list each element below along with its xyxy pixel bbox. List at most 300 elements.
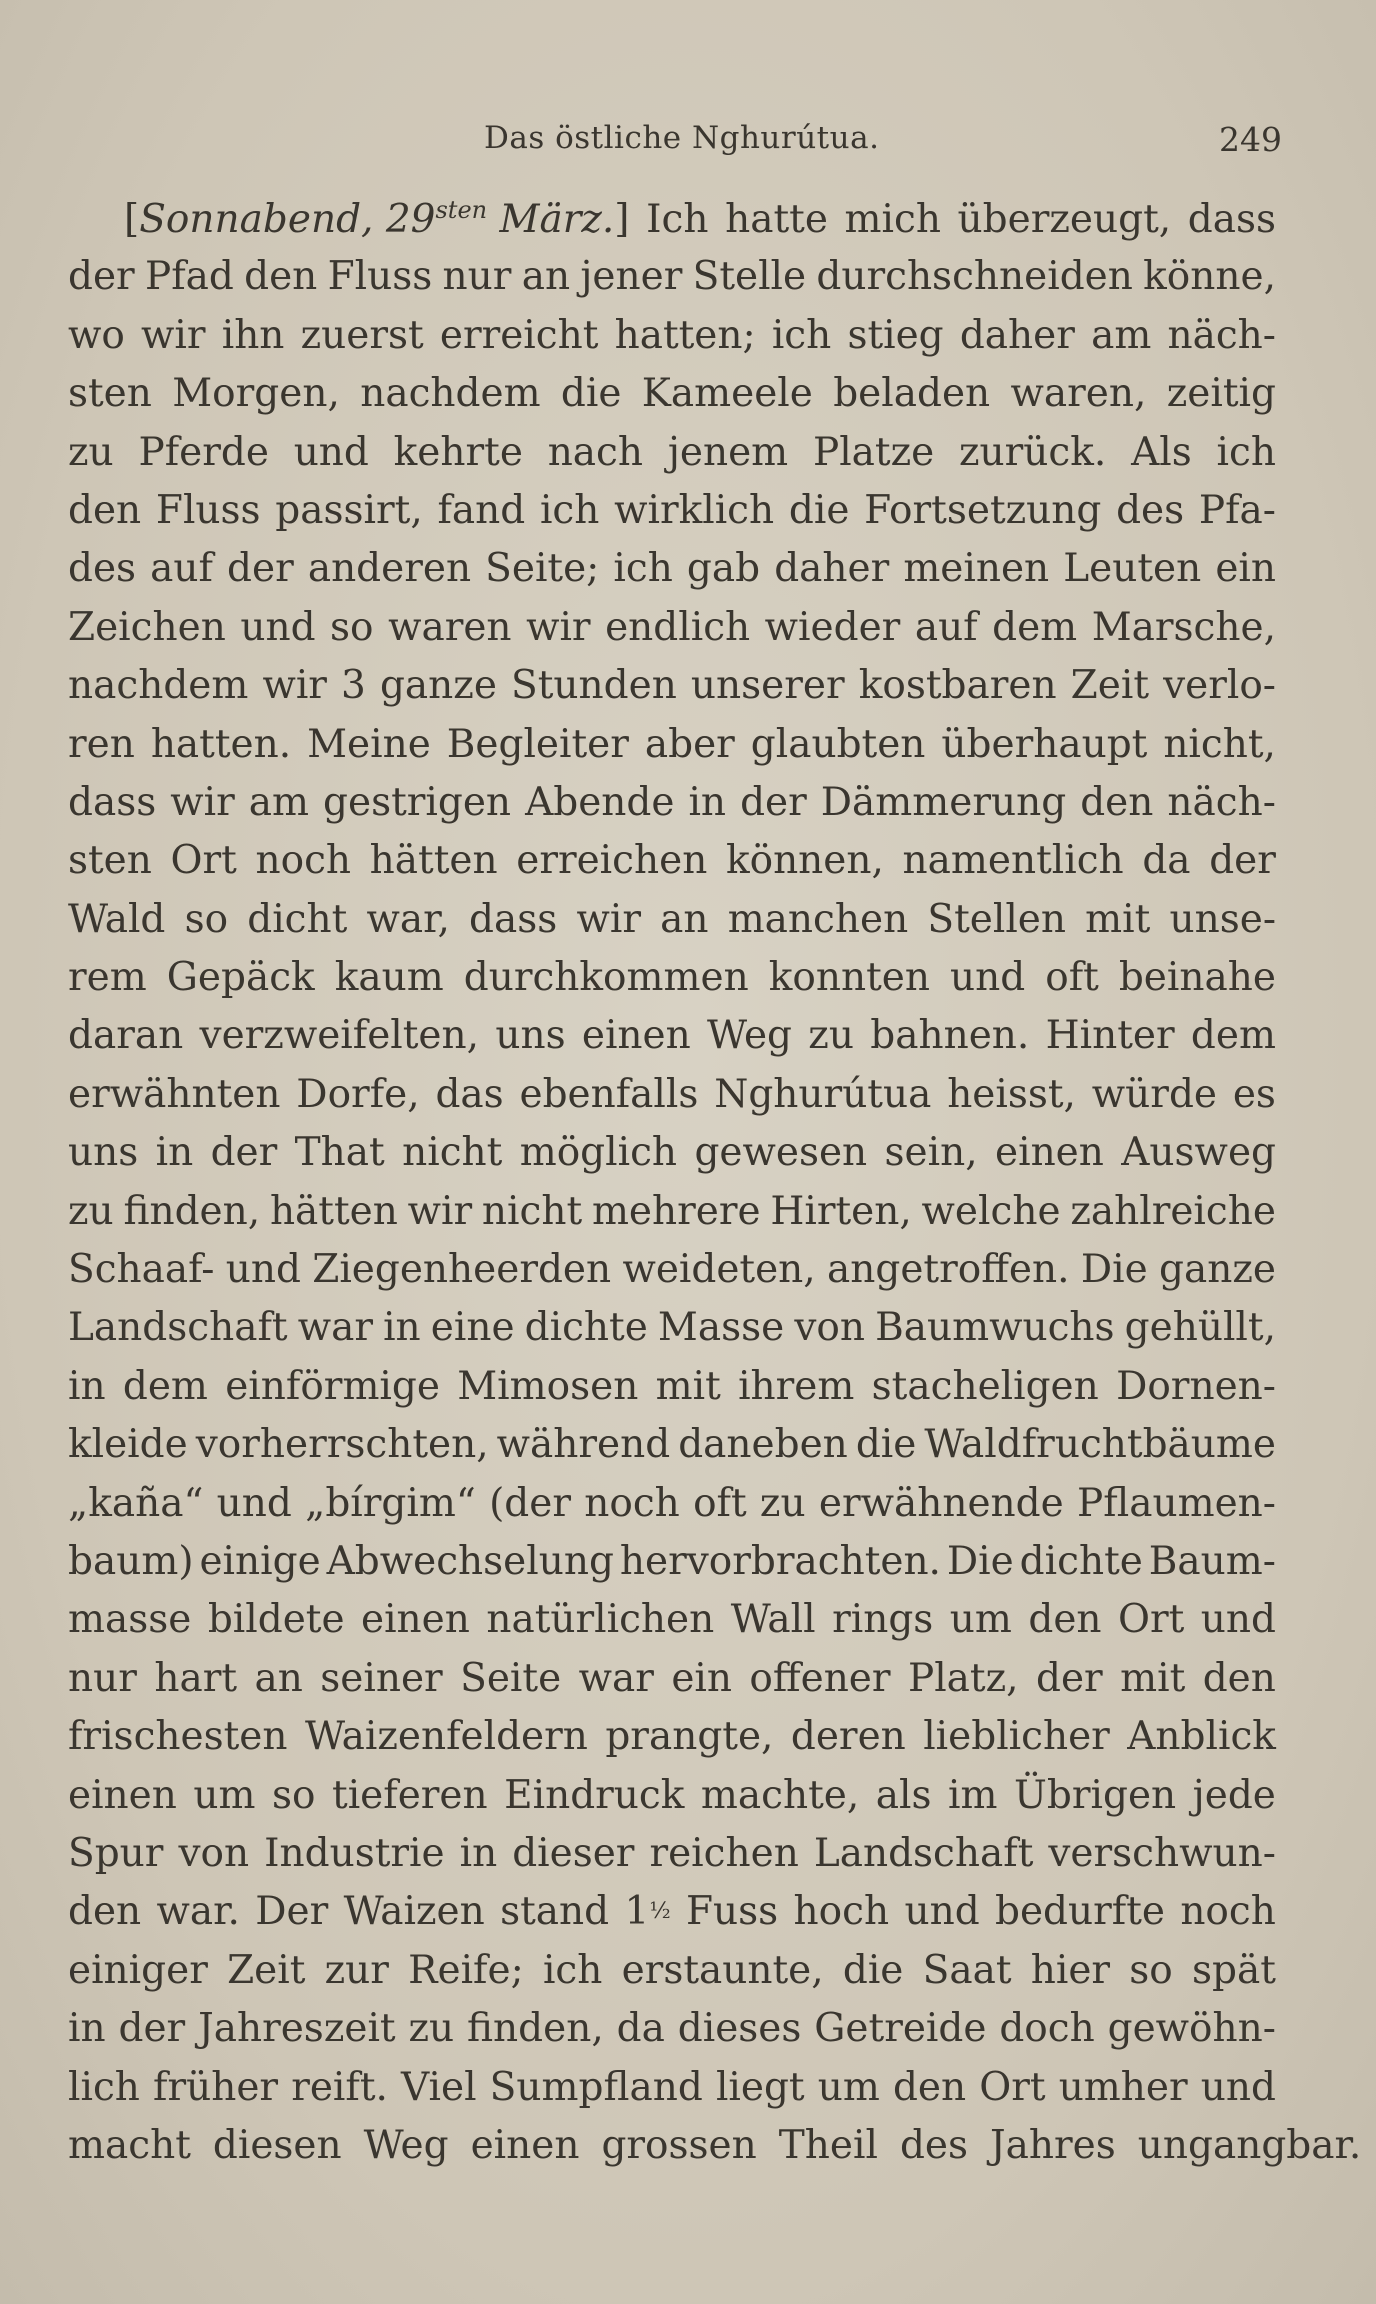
word: Landschaft [68, 1305, 288, 1351]
word: der [1036, 1655, 1103, 1701]
word: jede [1192, 1772, 1276, 1818]
word: uns [495, 1013, 566, 1059]
word: ren [68, 721, 135, 767]
word: umher [1058, 2064, 1188, 2110]
word: hervorbrachten. [619, 1538, 941, 1584]
word: unse- [1169, 896, 1276, 942]
word: jenem [667, 429, 789, 475]
word: tieferen [332, 1772, 488, 1818]
word: weideten, [622, 1247, 816, 1293]
word: hatten. [150, 721, 292, 767]
word: kostbaren [858, 663, 1057, 709]
word: Abende [525, 779, 675, 825]
word: hatten; [614, 312, 756, 358]
word: durchschneiden [816, 254, 1133, 300]
word: der [1209, 838, 1276, 884]
text-line [68, 254, 1276, 312]
word: in [68, 2006, 106, 2052]
text-line [68, 1422, 1276, 1480]
word: dichte [524, 1305, 648, 1351]
word: ich [771, 312, 832, 358]
text-line [68, 1773, 1276, 1831]
word: Gepäck [166, 955, 315, 1001]
word: Seite; [485, 546, 600, 592]
word: Wald [68, 896, 166, 942]
word: Fortsetzung [864, 487, 1102, 533]
word: spät [1192, 1947, 1276, 1993]
word: Seite [460, 1655, 562, 1701]
word: näch- [1167, 779, 1276, 825]
fraction: ½ [649, 1899, 671, 1925]
word: daran [68, 1013, 184, 1059]
page-header [0, 120, 1376, 170]
word: Kameele [641, 371, 813, 417]
word: Die [946, 1538, 1014, 1584]
word: Ziegenheerden [312, 1247, 612, 1293]
word: wir [262, 663, 327, 709]
word: mehrere [591, 1188, 761, 1234]
word: Leuten [1063, 546, 1202, 592]
word: und [949, 955, 1026, 1001]
word: zurück. [959, 429, 1107, 475]
word: Pflaumen- [1076, 1480, 1276, 1526]
word: bahnen. [870, 1013, 1030, 1059]
text-line [68, 780, 1276, 838]
word: welche [921, 1188, 1061, 1234]
word: Baum- [1148, 1538, 1276, 1584]
word: Dämmerung [820, 779, 1067, 825]
word: zeitig [1166, 371, 1276, 417]
word: Die [1080, 1247, 1148, 1293]
word: Fluss [155, 487, 261, 533]
word: deren [790, 1714, 906, 1760]
word: Hinter [1045, 1013, 1175, 1059]
word: an [521, 254, 571, 300]
word: und [1200, 1597, 1276, 1643]
body-text [68, 196, 1362, 2181]
word: wir [141, 312, 206, 358]
word: hatte [725, 197, 828, 242]
word: Weg [707, 1013, 792, 1059]
word: prangte, [605, 1714, 774, 1760]
word: einige [199, 1538, 321, 1584]
word: mit [655, 1363, 721, 1409]
word: am [248, 779, 310, 825]
word: der [68, 254, 135, 300]
word: in [459, 1830, 498, 1876]
word: wirklich [614, 487, 775, 533]
word: Ort [1118, 1597, 1185, 1643]
word: hier [1030, 1947, 1111, 1993]
word: kehrte [393, 429, 523, 475]
word: That [294, 1130, 385, 1176]
word: und [904, 1889, 980, 1935]
word: endlich [605, 604, 751, 650]
word: wir [407, 1188, 473, 1234]
word: Landschaft [813, 1830, 1034, 1876]
word: ich [542, 1947, 603, 1993]
word: Pferde [138, 429, 269, 475]
word: Viel [401, 2064, 477, 2110]
word: waren [388, 604, 512, 650]
word: hoch [793, 1889, 890, 1935]
word: reichen [649, 1830, 799, 1876]
word: dass [68, 779, 157, 825]
word: hart [154, 1655, 238, 1701]
word: würde [1091, 1071, 1217, 1117]
word: den [1202, 1655, 1276, 1701]
word: können, [725, 838, 884, 884]
word: erstaunte, [621, 1947, 824, 1993]
word: gewöhn- [1107, 2006, 1276, 2052]
text-line [68, 1364, 1276, 1422]
word: des [68, 546, 137, 592]
text-line [68, 1189, 1276, 1247]
word: eine [430, 1305, 515, 1351]
word: in [383, 1305, 421, 1351]
word: Wall [730, 1597, 816, 1643]
word: dichte [1019, 1538, 1143, 1584]
word: mit [1085, 896, 1151, 942]
word: einiger [68, 1947, 208, 1993]
word: Pfad [144, 254, 234, 300]
word: Anblick [1127, 1714, 1276, 1760]
word: dass [469, 896, 558, 942]
word: Reife; [408, 1947, 524, 1993]
word: Pfa- [1198, 487, 1276, 533]
word: nachdem [68, 663, 249, 709]
word: konnten [768, 955, 930, 1001]
word: in [68, 1363, 106, 1409]
word: anderen [307, 546, 472, 592]
word: auf [914, 604, 978, 650]
word: auf [150, 546, 213, 592]
word: 1½ [624, 1889, 671, 1935]
word: sten [68, 371, 152, 417]
word: einen [68, 1772, 177, 1818]
word: überzeugt, [957, 197, 1172, 242]
word: nicht [481, 1188, 583, 1234]
word: der [227, 546, 294, 592]
word: rem [68, 955, 147, 1001]
text-line [68, 663, 1276, 721]
word: ich [1216, 429, 1276, 475]
word: Fluss [327, 254, 433, 300]
word: war [578, 1655, 654, 1701]
text-line [68, 1831, 1276, 1889]
word: nicht [402, 1130, 503, 1176]
text-line [68, 488, 1276, 546]
word: Mimosen [457, 1363, 639, 1409]
word: stand [500, 1889, 610, 1935]
word: erwähnten [68, 1071, 281, 1117]
text-line [68, 1889, 1276, 1947]
word: zu [759, 1480, 806, 1526]
word: ein [671, 1655, 732, 1701]
word: dass [1187, 197, 1276, 242]
word: dicht [247, 896, 348, 942]
word: Morgen, [172, 371, 340, 417]
word: glaubten [750, 721, 926, 767]
word: gewesen [694, 1130, 868, 1176]
word: es [1232, 1071, 1276, 1117]
word: den [1028, 1597, 1102, 1643]
word: den [68, 1889, 142, 1935]
word: einen [361, 1597, 470, 1643]
text-line [68, 2065, 1276, 2123]
text-line [68, 1714, 1276, 1772]
word: stieg [847, 312, 944, 358]
word: zu [408, 2006, 455, 2052]
word: Spur [68, 1830, 164, 1876]
word: Als [1131, 429, 1192, 475]
word: Dorfe, [296, 1071, 420, 1117]
word: in [688, 779, 727, 825]
word: dem [122, 1363, 208, 1409]
word: und [293, 429, 369, 475]
word: zu [68, 429, 114, 475]
word: vorherrschten, [195, 1422, 489, 1468]
word: erreichen [516, 838, 708, 884]
word: 3 [341, 663, 366, 709]
word: wir [526, 604, 591, 650]
text-line [68, 1597, 1276, 1655]
word: unserer [690, 663, 845, 709]
word: einförmige [225, 1363, 440, 1409]
text-line [68, 605, 1276, 663]
word: so [272, 1772, 316, 1818]
word: ich [613, 546, 673, 592]
word: dieses [677, 2006, 802, 2052]
word: stacheligen [871, 1363, 1099, 1409]
running-title: Das östliche Nghurútua. [484, 120, 880, 156]
text-line [68, 1481, 1276, 1539]
word: der [118, 2006, 186, 2052]
word: die [788, 487, 850, 533]
word: grossen [601, 2122, 757, 2168]
word: Weg [363, 2122, 449, 2168]
word: die [855, 1422, 917, 1468]
word: erwähnende [818, 1480, 1064, 1526]
word: den [1080, 779, 1154, 825]
word: Schaaf- [68, 1247, 215, 1293]
word: meinen [903, 546, 1050, 592]
word: macht [68, 2122, 191, 2168]
word: baum) [68, 1538, 194, 1584]
word: Begleiter [446, 721, 629, 767]
word: Industrie [264, 1830, 445, 1876]
word: so [184, 896, 229, 942]
word: einen [995, 1130, 1104, 1176]
word: daher [959, 312, 1075, 358]
word: noch [255, 838, 352, 884]
word: lieblicher [923, 1714, 1110, 1760]
word: Abwechselung [326, 1538, 614, 1584]
word: aber [644, 721, 735, 767]
word: „bírgim“ [305, 1480, 476, 1526]
word: die [842, 1947, 904, 1993]
text-line [68, 1305, 1276, 1363]
word: sein, [884, 1130, 978, 1176]
word: verzweifelten, [199, 1013, 480, 1059]
word: Saat [922, 1947, 1012, 1993]
word: und [225, 1247, 301, 1293]
word: nicht, [1163, 721, 1276, 767]
word: bedurfte [995, 1889, 1165, 1935]
word: so [1129, 1947, 1173, 1993]
word: da [1142, 838, 1191, 884]
word: wir [576, 896, 641, 942]
word: und [240, 604, 316, 650]
word: früher [153, 2064, 279, 2110]
word: finden, [123, 1188, 261, 1234]
word: manchen [727, 896, 909, 942]
word: Meine [307, 721, 431, 767]
word: frischesten [68, 1714, 288, 1760]
page-number: 249 [1219, 120, 1282, 159]
word: Eindruck [504, 1772, 685, 1818]
word: doch [999, 2006, 1095, 2052]
text-line [68, 722, 1276, 780]
text-line [68, 1013, 1276, 1071]
word: der [740, 779, 807, 825]
word: Marsche, [1091, 604, 1276, 650]
word: oft [693, 1480, 747, 1526]
word: wieder [764, 604, 901, 650]
word: möglich [519, 1130, 678, 1176]
word: so [330, 604, 374, 650]
word: Zeit [1070, 663, 1149, 709]
word: wir [170, 779, 235, 825]
text-line [68, 838, 1276, 896]
word: zur [324, 1947, 389, 1993]
word: daher [774, 546, 890, 592]
word: der [210, 1130, 278, 1176]
word: beinahe [1118, 955, 1276, 1001]
word: Der [255, 1889, 329, 1935]
text-line [68, 1948, 1276, 2006]
word: Platze [812, 429, 935, 475]
word: von [178, 1830, 250, 1876]
word: die [560, 371, 622, 417]
word: heisst, [947, 1071, 1076, 1117]
word: nachdem [360, 371, 541, 417]
word: hätten [269, 1188, 398, 1234]
word: zu [68, 1188, 114, 1234]
word: sten [68, 838, 152, 884]
text-line [68, 897, 1276, 955]
word: Stunden [511, 663, 677, 709]
word: finden, [467, 2006, 604, 2052]
word: angetroffen. [827, 1247, 1070, 1293]
word: jener [580, 254, 683, 300]
word: näch- [1167, 312, 1276, 358]
word: liegt [715, 2064, 805, 2110]
text-line [68, 2006, 1276, 2064]
word: Baumwuchs [875, 1305, 1115, 1351]
word: beladen [833, 371, 991, 417]
word: Sumpfland [489, 2064, 703, 2110]
word: natürlichen [486, 1597, 715, 1643]
word: Nghurútua [714, 1071, 932, 1117]
word: „kaña“ [68, 1480, 204, 1526]
word: des [1116, 487, 1185, 533]
word: dieser [512, 1830, 635, 1876]
word: bildete [207, 1597, 345, 1643]
text-line [68, 2122, 1362, 2181]
word: uns [68, 1130, 139, 1176]
word: Waldfruchtbäume [924, 1422, 1276, 1468]
word: masse [68, 1597, 192, 1643]
word: war, [366, 896, 450, 942]
word: während [496, 1422, 671, 1468]
text-line [68, 430, 1276, 488]
text-line [68, 371, 1276, 429]
text-line [68, 546, 1276, 604]
word: da [616, 2006, 665, 2052]
word: durchkommen [463, 955, 749, 1001]
word: ihn [221, 312, 285, 358]
word: ebenfalls [519, 1071, 699, 1117]
word: daneben [678, 1422, 848, 1468]
word: (der [489, 1480, 571, 1526]
word: Hirten, [770, 1188, 912, 1234]
word: Übrigen [1014, 1772, 1177, 1818]
word: Theil [778, 2122, 878, 2168]
word: wo [68, 312, 125, 358]
word: Masse [657, 1305, 785, 1351]
word: kleide [68, 1422, 188, 1468]
word: das [435, 1071, 504, 1117]
word: Stellen [927, 896, 1066, 942]
word: fand [437, 487, 526, 533]
word: und [1200, 2064, 1276, 2110]
text-line [68, 955, 1276, 1013]
word: war. [156, 1889, 240, 1935]
word: gestrigen [323, 779, 512, 825]
word: den [892, 2064, 967, 2110]
word: den [68, 487, 142, 533]
word: in [155, 1130, 194, 1176]
word: verschwun- [1048, 1830, 1276, 1876]
word: einen [581, 1013, 691, 1059]
word: den [244, 254, 318, 300]
text-line [68, 1130, 1276, 1188]
word: einen [470, 2122, 580, 2168]
word: namentlich [902, 838, 1124, 884]
word: war [297, 1305, 373, 1351]
text-line-first [68, 196, 1276, 254]
word: offener [749, 1655, 891, 1701]
word: gehüllt, [1124, 1305, 1276, 1351]
word: Getreide [814, 2006, 987, 2052]
word: und [216, 1480, 292, 1526]
text-line [68, 1656, 1276, 1714]
word: Dornen- [1116, 1363, 1276, 1409]
word: Ort [170, 838, 237, 884]
word: Ort [979, 2064, 1046, 2110]
word: ganze [1158, 1247, 1276, 1293]
word: ungangbar. [1137, 2122, 1362, 2168]
word: nach [547, 429, 644, 475]
word: Jahres [990, 2122, 1116, 2168]
word: überhaupt [941, 721, 1148, 767]
word: ganze [379, 663, 497, 709]
text-line [68, 1539, 1276, 1597]
word: im [948, 1772, 998, 1818]
word: ein [1215, 546, 1276, 592]
word: von [794, 1305, 865, 1351]
